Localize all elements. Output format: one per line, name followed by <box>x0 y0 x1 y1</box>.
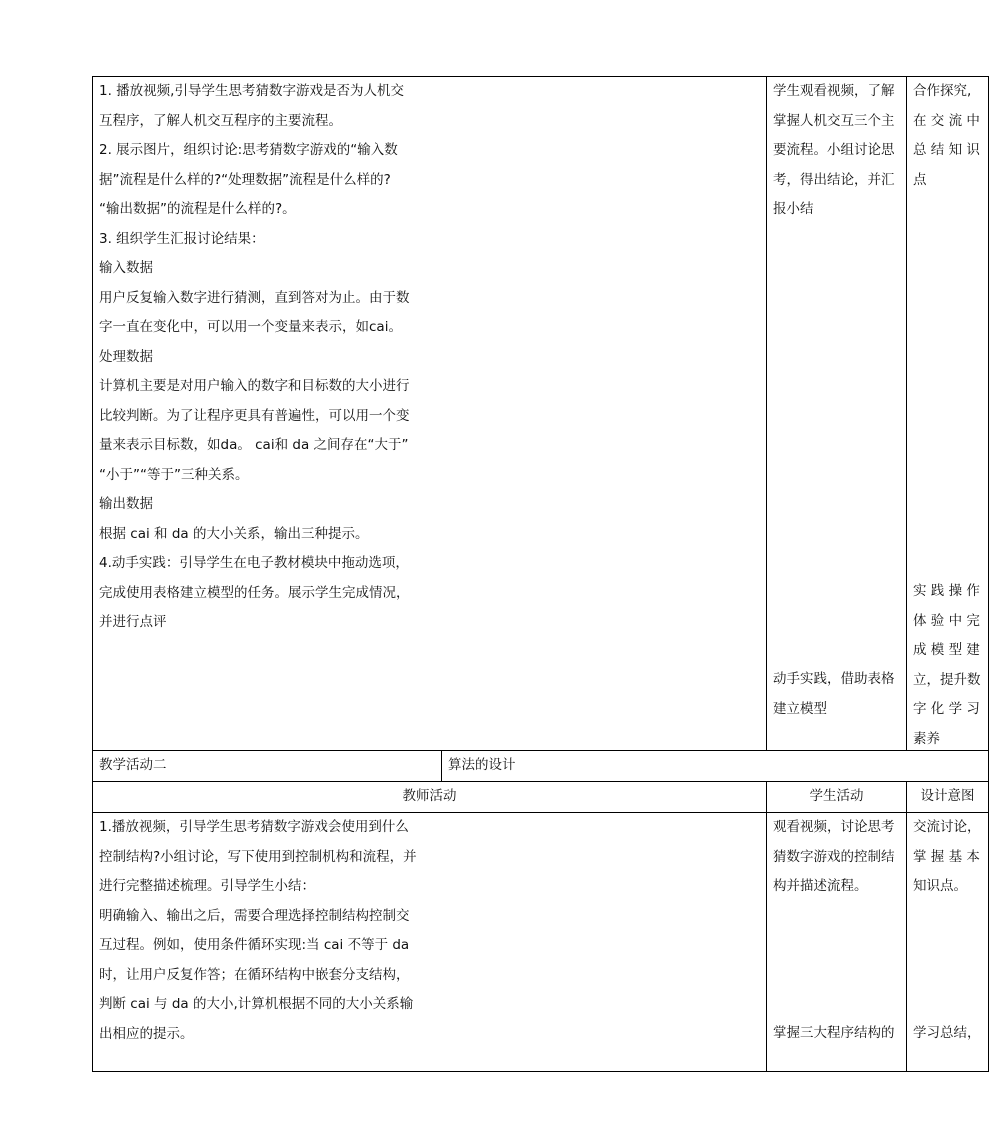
text-line: 判断 cai 与 da 的大小,计算机根据不同的大小关系输 <box>99 996 414 1012</box>
header-student: 学生活动 <box>767 782 907 813</box>
activity2-title-cell <box>442 751 989 782</box>
text-line: 立，提升数 <box>913 671 981 688</box>
activity2-row <box>93 751 989 782</box>
text-line: 建立模型 <box>773 700 828 717</box>
text-line: 输出数据 <box>99 496 153 512</box>
text-line: 交流讨论， <box>913 819 981 835</box>
text-line: 2. 展示图片，组织讨论:思考猜数字游戏的“输入数 <box>99 142 398 158</box>
text-line: 并进行点评 <box>99 614 167 630</box>
text-line: 互程序，了解人机交互程序的主要流程。 <box>99 112 342 129</box>
text-line: 体 验 中 完 <box>913 612 980 629</box>
header-intent: 设计意图 <box>907 782 989 813</box>
section1-teacher-cell <box>93 77 767 751</box>
section2-row <box>93 813 989 1072</box>
section1-intent-cell <box>907 77 989 751</box>
text-line: 动手实践，借助表格 <box>773 671 895 687</box>
text-line: 考，得出结论，并汇 <box>773 171 895 188</box>
section1-row <box>93 77 989 751</box>
section1-teacher-lines <box>99 77 760 638</box>
section2-intent-cell <box>907 813 989 1072</box>
activity2-label-cell <box>93 751 442 782</box>
text-line: 观看视频，讨论思考 <box>773 819 895 835</box>
section1-intent-top <box>913 77 982 195</box>
lesson-plan-table <box>92 76 989 1072</box>
text-line: 出相应的提示。 <box>99 1025 194 1042</box>
activity2-label: 教学活动二 <box>99 757 167 773</box>
text-line: 用户反复输入数字进行猜测，直到答对为止。由于数 <box>99 289 410 306</box>
text-line: 报小结 <box>773 201 814 217</box>
text-line: 完成使用表格建立模型的任务。展示学生完成情况， <box>99 584 410 601</box>
text-line: 要流程。小组讨论思 <box>773 142 895 158</box>
text-line: 学生观看视频，了解 <box>773 83 895 99</box>
text-line: 4.动手实践：引导学生在电子教材模块中拖动选项， <box>99 555 409 571</box>
text-line: 在 交 流 中 <box>913 112 980 129</box>
section2-intent-top <box>913 813 982 902</box>
text-line: 构并描述流程。 <box>773 878 868 894</box>
text-line: 时，让用户反复作答；在循环结构中嵌套分支结构， <box>99 966 410 983</box>
header-row <box>93 782 989 813</box>
text-line: 成 模 型 建 <box>913 642 980 658</box>
section1-student-bottom <box>773 665 900 724</box>
text-line: 实 践 操 作 <box>913 583 980 599</box>
text-line: 处理数据 <box>99 348 153 365</box>
section2-student-top <box>773 813 900 902</box>
text-line: 知识点。 <box>913 878 968 894</box>
text-line: 输入数据 <box>99 260 153 276</box>
text-line: 明确输入、输出之后，需要合理选择控制结构控制交 <box>99 907 410 924</box>
text-line: “小于”“等于”三种关系。 <box>99 466 249 483</box>
section2-teacher-lines <box>99 813 760 1049</box>
text-line: 总 结 知 识 <box>913 142 980 158</box>
text-line: 学习总结， <box>913 1025 981 1041</box>
header-teacher: 教师活动 <box>93 782 767 813</box>
activity2-title: 算法的设计 <box>448 757 516 773</box>
text-line: 掌握三大程序结构的 <box>773 1025 895 1041</box>
text-line: 据”流程是什么样的?“处理数据”流程是什么样的? <box>99 171 391 188</box>
text-line: 1.播放视频，引导学生思考猜数字游戏会使用到什么 <box>99 819 409 835</box>
text-line: 1. 播放视频,引导学生思考猜数字游戏是否为人机交 <box>99 83 404 99</box>
text-line: 点 <box>913 171 927 188</box>
text-line: 3. 组织学生汇报讨论结果： <box>99 230 265 247</box>
text-line: 互过程。例如，使用条件循环实现:当 cai 不等于 da <box>99 937 410 953</box>
text-line: 掌 握 基 本 <box>913 848 980 865</box>
section1-student-cell <box>767 77 907 751</box>
section2-intent-bottom <box>913 1019 982 1049</box>
section2-student-bottom <box>773 1019 900 1049</box>
text-line: 比较判断。为了让程序更具有普遍性，可以用一个变 <box>99 407 410 424</box>
text-line: 计算机主要是对用户输入的数字和目标数的大小进行 <box>99 378 410 394</box>
section2-student-cell <box>767 813 907 1072</box>
text-line: 根据 cai 和 da 的大小关系，输出三种提示。 <box>99 525 369 542</box>
text-line: 猜数字游戏的控制结 <box>773 848 895 865</box>
text-line: 字一直在变化中，可以用一个变量来表示，如cai。 <box>99 319 402 335</box>
section1-intent-bottom <box>913 577 982 754</box>
text-line: 合作探究, <box>913 83 972 99</box>
text-line: 掌握人机交互三个主 <box>773 112 895 129</box>
text-line: “输出数据”的流程是什么样的?。 <box>99 201 296 217</box>
text-line: 控制结构?小组讨论，写下使用到控制机构和流程，并 <box>99 848 417 865</box>
text-line: 字 化 学 习 <box>913 701 980 717</box>
text-line: 量来表示目标数，如da。 cai和 da 之间存在“大于” <box>99 437 409 453</box>
section1-student-top <box>773 77 900 225</box>
section2-teacher-cell <box>93 813 767 1072</box>
text-line: 进行完整描述梳理。引导学生小结： <box>99 878 315 894</box>
text-line: 素养 <box>913 730 941 747</box>
